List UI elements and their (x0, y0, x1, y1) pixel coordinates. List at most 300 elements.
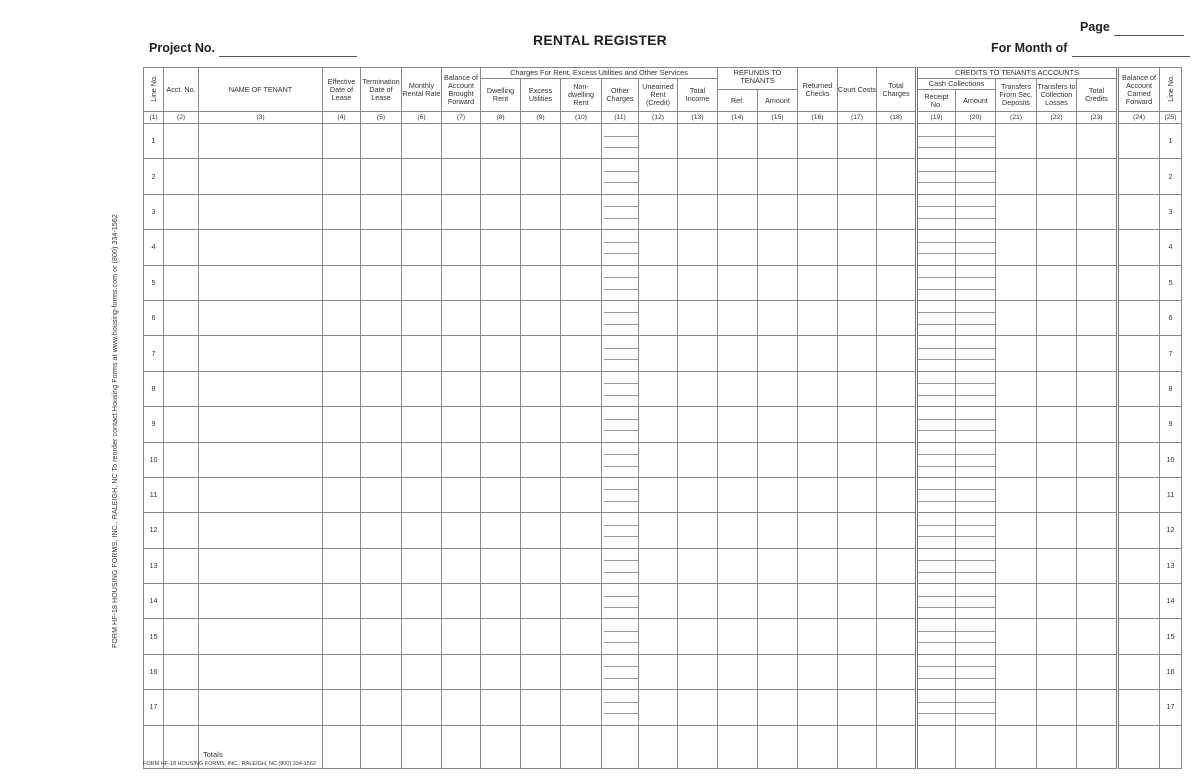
total-cell-col-19[interactable] (917, 725, 956, 768)
total-cell-col-6[interactable] (402, 725, 442, 768)
cell-col-13[interactable] (678, 265, 718, 300)
cell-col-18[interactable] (877, 300, 917, 335)
cell-col-15[interactable] (758, 336, 798, 371)
cell-col-17[interactable] (838, 124, 877, 159)
sub-entry-line[interactable] (604, 560, 638, 573)
cell-col-2[interactable] (164, 194, 199, 229)
total-cell-col-5[interactable] (361, 725, 402, 768)
cell-col-6[interactable] (402, 300, 442, 335)
sub-entry-line[interactable] (918, 348, 955, 361)
sub-entry-line[interactable] (918, 136, 955, 149)
cell-col-10[interactable] (561, 159, 602, 194)
cell-col-22[interactable] (1037, 230, 1077, 265)
cell-col-23[interactable] (1077, 477, 1118, 512)
cell-col-14[interactable] (718, 690, 758, 725)
cell-col-19[interactable] (917, 513, 956, 548)
cell-col-23[interactable] (1077, 230, 1118, 265)
sub-entry-line[interactable] (956, 702, 995, 715)
cell-col-23[interactable] (1077, 371, 1118, 406)
cell-col-22[interactable] (1037, 477, 1077, 512)
cell-col-18[interactable] (877, 442, 917, 477)
cell-col-10[interactable] (561, 230, 602, 265)
cell-col-13[interactable] (678, 619, 718, 654)
sub-entry-line[interactable] (918, 454, 955, 467)
cell-col-22[interactable] (1037, 584, 1077, 619)
total-cell-col-13[interactable] (678, 725, 718, 768)
cell-col-22[interactable] (1037, 265, 1077, 300)
sub-entry-line[interactable] (604, 277, 638, 290)
cell-col-9[interactable] (521, 159, 561, 194)
cell-col-15[interactable] (758, 654, 798, 689)
cell-col-5[interactable] (361, 548, 402, 583)
cell-col-5[interactable] (361, 619, 402, 654)
total-cell-col-17[interactable] (838, 725, 877, 768)
cell-col-17[interactable] (838, 477, 877, 512)
cell-col-6[interactable] (402, 619, 442, 654)
sub-entry-line[interactable] (956, 171, 995, 184)
cell-col-21[interactable] (996, 548, 1037, 583)
cell-col-22[interactable] (1037, 159, 1077, 194)
cell-col-19[interactable] (917, 265, 956, 300)
cell-col-3[interactable] (199, 548, 323, 583)
cell-col-12[interactable] (639, 477, 678, 512)
cell-col-22[interactable] (1037, 513, 1077, 548)
sub-entry-line[interactable] (956, 666, 995, 679)
cell-col-5[interactable] (361, 477, 402, 512)
cell-col-3[interactable] (199, 477, 323, 512)
cell-col-22[interactable] (1037, 690, 1077, 725)
cell-col-12[interactable] (639, 584, 678, 619)
cell-col-23[interactable] (1077, 124, 1118, 159)
cell-col-4[interactable] (323, 159, 361, 194)
cell-col-14[interactable] (718, 230, 758, 265)
cell-col-16[interactable] (798, 265, 838, 300)
sub-entry-line[interactable] (918, 666, 955, 679)
cell-col-2[interactable] (164, 230, 199, 265)
cell-col-15[interactable] (758, 548, 798, 583)
cell-col-19[interactable] (917, 477, 956, 512)
sub-entry-line[interactable] (604, 596, 638, 609)
cell-col-3[interactable] (199, 230, 323, 265)
cell-col-12[interactable] (639, 124, 678, 159)
cell-col-10[interactable] (561, 407, 602, 442)
cell-col-6[interactable] (402, 513, 442, 548)
cell-col-6[interactable] (402, 194, 442, 229)
cell-col-12[interactable] (639, 194, 678, 229)
month-field[interactable] (991, 39, 1190, 57)
cell-col-14[interactable] (718, 477, 758, 512)
cell-col-15[interactable] (758, 442, 798, 477)
cell-col-19[interactable] (917, 336, 956, 371)
cell-col-7[interactable] (442, 194, 481, 229)
cell-col-4[interactable] (323, 584, 361, 619)
cell-col-24[interactable] (1118, 584, 1160, 619)
cell-col-9[interactable] (521, 230, 561, 265)
cell-col-17[interactable] (838, 442, 877, 477)
cell-col-15[interactable] (758, 230, 798, 265)
cell-col-8[interactable] (481, 194, 521, 229)
sub-entry-line[interactable] (918, 419, 955, 432)
cell-col-16[interactable] (798, 548, 838, 583)
sub-entry-line[interactable] (918, 242, 955, 255)
cell-col-23[interactable] (1077, 265, 1118, 300)
project-number-field[interactable] (149, 39, 357, 57)
cell-col-8[interactable] (481, 407, 521, 442)
cell-col-21[interactable] (996, 513, 1037, 548)
cell-col-12[interactable] (639, 548, 678, 583)
sub-entry-line[interactable] (956, 489, 995, 502)
cell-col-17[interactable] (838, 159, 877, 194)
cell-col-8[interactable] (481, 654, 521, 689)
cell-col-10[interactable] (561, 442, 602, 477)
cell-col-7[interactable] (442, 690, 481, 725)
cell-col-4[interactable] (323, 371, 361, 406)
cell-col-19[interactable] (917, 371, 956, 406)
cell-col-24[interactable] (1118, 159, 1160, 194)
cell-col-18[interactable] (877, 407, 917, 442)
cell-col-24[interactable] (1118, 230, 1160, 265)
cell-col-4[interactable] (323, 619, 361, 654)
cell-col-3[interactable] (199, 407, 323, 442)
cell-col-19[interactable] (917, 159, 956, 194)
cell-col-8[interactable] (481, 584, 521, 619)
sub-entry-line[interactable] (604, 136, 638, 149)
cell-col-13[interactable] (678, 584, 718, 619)
cell-col-2[interactable] (164, 371, 199, 406)
total-cell-col-21[interactable] (996, 725, 1037, 768)
cell-col-21[interactable] (996, 230, 1037, 265)
sub-entry-line[interactable] (956, 383, 995, 396)
cell-col-15[interactable] (758, 194, 798, 229)
sub-entry-line[interactable] (956, 242, 995, 255)
page-field[interactable] (1080, 18, 1184, 36)
cell-col-12[interactable] (639, 442, 678, 477)
cell-col-11[interactable] (602, 407, 639, 442)
cell-col-24[interactable] (1118, 407, 1160, 442)
cell-col-9[interactable] (521, 124, 561, 159)
cell-col-20[interactable] (956, 194, 996, 229)
cell-col-18[interactable] (877, 548, 917, 583)
cell-col-10[interactable] (561, 265, 602, 300)
cell-col-11[interactable] (602, 619, 639, 654)
cell-col-7[interactable] (442, 336, 481, 371)
cell-col-22[interactable] (1037, 407, 1077, 442)
cell-col-16[interactable] (798, 407, 838, 442)
sub-entry-line[interactable] (918, 383, 955, 396)
cell-col-16[interactable] (798, 513, 838, 548)
cell-col-19[interactable] (917, 194, 956, 229)
cell-col-4[interactable] (323, 265, 361, 300)
cell-col-19[interactable] (917, 619, 956, 654)
cell-col-6[interactable] (402, 371, 442, 406)
cell-col-17[interactable] (838, 336, 877, 371)
cell-col-9[interactable] (521, 336, 561, 371)
cell-col-17[interactable] (838, 407, 877, 442)
sub-entry-line[interactable] (604, 419, 638, 432)
cell-col-11[interactable] (602, 548, 639, 583)
cell-col-19[interactable] (917, 407, 956, 442)
cell-col-8[interactable] (481, 690, 521, 725)
cell-col-19[interactable] (917, 690, 956, 725)
cell-col-20[interactable] (956, 513, 996, 548)
cell-col-7[interactable] (442, 513, 481, 548)
cell-col-13[interactable] (678, 336, 718, 371)
cell-col-5[interactable] (361, 442, 402, 477)
cell-col-12[interactable] (639, 371, 678, 406)
cell-col-16[interactable] (798, 159, 838, 194)
cell-col-20[interactable] (956, 690, 996, 725)
cell-col-18[interactable] (877, 265, 917, 300)
cell-col-11[interactable] (602, 654, 639, 689)
cell-col-11[interactable] (602, 584, 639, 619)
sub-entry-line[interactable] (956, 596, 995, 609)
sub-entry-line[interactable] (918, 489, 955, 502)
cell-col-12[interactable] (639, 336, 678, 371)
cell-col-14[interactable] (718, 336, 758, 371)
cell-col-17[interactable] (838, 690, 877, 725)
cell-col-16[interactable] (798, 477, 838, 512)
sub-entry-line[interactable] (918, 596, 955, 609)
cell-col-6[interactable] (402, 336, 442, 371)
cell-col-22[interactable] (1037, 371, 1077, 406)
cell-col-4[interactable] (323, 230, 361, 265)
cell-col-20[interactable] (956, 477, 996, 512)
sub-entry-line[interactable] (918, 631, 955, 644)
cell-col-3[interactable] (199, 300, 323, 335)
cell-col-11[interactable] (602, 194, 639, 229)
cell-col-8[interactable] (481, 513, 521, 548)
cell-col-13[interactable] (678, 690, 718, 725)
cell-col-13[interactable] (678, 230, 718, 265)
cell-col-10[interactable] (561, 194, 602, 229)
cell-col-3[interactable] (199, 371, 323, 406)
cell-col-12[interactable] (639, 265, 678, 300)
cell-col-2[interactable] (164, 300, 199, 335)
cell-col-11[interactable] (602, 513, 639, 548)
cell-col-18[interactable] (877, 654, 917, 689)
cell-col-11[interactable] (602, 336, 639, 371)
cell-col-16[interactable] (798, 654, 838, 689)
cell-col-16[interactable] (798, 336, 838, 371)
cell-col-13[interactable] (678, 442, 718, 477)
cell-col-4[interactable] (323, 690, 361, 725)
cell-col-9[interactable] (521, 619, 561, 654)
cell-col-16[interactable] (798, 442, 838, 477)
total-cell-col-8[interactable] (481, 725, 521, 768)
cell-col-20[interactable] (956, 654, 996, 689)
cell-col-24[interactable] (1118, 513, 1160, 548)
cell-col-23[interactable] (1077, 300, 1118, 335)
cell-col-21[interactable] (996, 654, 1037, 689)
sub-entry-line[interactable] (604, 242, 638, 255)
cell-col-9[interactable] (521, 654, 561, 689)
cell-col-8[interactable] (481, 159, 521, 194)
cell-col-11[interactable] (602, 300, 639, 335)
cell-col-20[interactable] (956, 336, 996, 371)
cell-col-22[interactable] (1037, 194, 1077, 229)
cell-col-15[interactable] (758, 690, 798, 725)
sub-entry-line[interactable] (604, 171, 638, 184)
cell-col-3[interactable] (199, 265, 323, 300)
cell-col-21[interactable] (996, 407, 1037, 442)
cell-col-6[interactable] (402, 230, 442, 265)
cell-col-21[interactable] (996, 124, 1037, 159)
cell-col-22[interactable] (1037, 654, 1077, 689)
cell-col-22[interactable] (1037, 442, 1077, 477)
total-cell-col-10[interactable] (561, 725, 602, 768)
sub-entry-line[interactable] (918, 277, 955, 290)
cell-col-10[interactable] (561, 654, 602, 689)
cell-col-15[interactable] (758, 265, 798, 300)
cell-col-7[interactable] (442, 548, 481, 583)
cell-col-24[interactable] (1118, 194, 1160, 229)
cell-col-23[interactable] (1077, 654, 1118, 689)
cell-col-13[interactable] (678, 300, 718, 335)
cell-col-4[interactable] (323, 124, 361, 159)
cell-col-6[interactable] (402, 265, 442, 300)
cell-col-10[interactable] (561, 124, 602, 159)
cell-col-5[interactable] (361, 159, 402, 194)
cell-col-17[interactable] (838, 265, 877, 300)
cell-col-13[interactable] (678, 513, 718, 548)
cell-col-8[interactable] (481, 619, 521, 654)
cell-col-24[interactable] (1118, 124, 1160, 159)
cell-col-23[interactable] (1077, 194, 1118, 229)
cell-col-12[interactable] (639, 654, 678, 689)
cell-col-14[interactable] (718, 584, 758, 619)
cell-col-7[interactable] (442, 230, 481, 265)
cell-col-12[interactable] (639, 300, 678, 335)
cell-col-7[interactable] (442, 371, 481, 406)
cell-col-9[interactable] (521, 300, 561, 335)
cell-col-11[interactable] (602, 371, 639, 406)
total-cell-col-7[interactable] (442, 725, 481, 768)
cell-col-19[interactable] (917, 654, 956, 689)
cell-col-5[interactable] (361, 407, 402, 442)
cell-col-11[interactable] (602, 265, 639, 300)
cell-col-24[interactable] (1118, 690, 1160, 725)
cell-col-19[interactable] (917, 584, 956, 619)
cell-col-23[interactable] (1077, 442, 1118, 477)
cell-col-8[interactable] (481, 300, 521, 335)
cell-col-7[interactable] (442, 300, 481, 335)
cell-col-7[interactable] (442, 265, 481, 300)
cell-col-12[interactable] (639, 407, 678, 442)
sub-entry-line[interactable] (918, 206, 955, 219)
cell-col-22[interactable] (1037, 619, 1077, 654)
cell-col-14[interactable] (718, 124, 758, 159)
cell-col-20[interactable] (956, 371, 996, 406)
cell-col-12[interactable] (639, 619, 678, 654)
cell-col-14[interactable] (718, 513, 758, 548)
cell-col-11[interactable] (602, 159, 639, 194)
cell-col-10[interactable] (561, 371, 602, 406)
cell-col-23[interactable] (1077, 159, 1118, 194)
cell-col-18[interactable] (877, 124, 917, 159)
cell-col-3[interactable] (199, 654, 323, 689)
cell-col-7[interactable] (442, 654, 481, 689)
cell-col-3[interactable] (199, 690, 323, 725)
cell-col-6[interactable] (402, 690, 442, 725)
cell-col-24[interactable] (1118, 300, 1160, 335)
sub-entry-line[interactable] (604, 666, 638, 679)
cell-col-16[interactable] (798, 124, 838, 159)
total-cell-col-15[interactable] (758, 725, 798, 768)
cell-col-12[interactable] (639, 513, 678, 548)
cell-col-21[interactable] (996, 690, 1037, 725)
cell-col-21[interactable] (996, 194, 1037, 229)
cell-col-12[interactable] (639, 159, 678, 194)
sub-entry-line[interactable] (918, 171, 955, 184)
month-input[interactable] (1072, 42, 1190, 57)
cell-col-13[interactable] (678, 194, 718, 229)
sub-entry-line[interactable] (956, 206, 995, 219)
cell-col-20[interactable] (956, 442, 996, 477)
cell-col-23[interactable] (1077, 407, 1118, 442)
cell-col-2[interactable] (164, 124, 199, 159)
cell-col-7[interactable] (442, 477, 481, 512)
sub-entry-line[interactable] (956, 348, 995, 361)
page-input[interactable] (1114, 21, 1184, 36)
cell-col-2[interactable] (164, 619, 199, 654)
cell-col-5[interactable] (361, 654, 402, 689)
cell-col-3[interactable] (199, 124, 323, 159)
cell-col-24[interactable] (1118, 265, 1160, 300)
cell-col-14[interactable] (718, 654, 758, 689)
cell-col-9[interactable] (521, 194, 561, 229)
sub-entry-line[interactable] (604, 206, 638, 219)
cell-col-15[interactable] (758, 371, 798, 406)
cell-col-2[interactable] (164, 584, 199, 619)
cell-col-3[interactable] (199, 336, 323, 371)
sub-entry-line[interactable] (604, 348, 638, 361)
cell-col-21[interactable] (996, 336, 1037, 371)
cell-col-14[interactable] (718, 194, 758, 229)
cell-col-15[interactable] (758, 407, 798, 442)
cell-col-6[interactable] (402, 442, 442, 477)
cell-col-18[interactable] (877, 371, 917, 406)
cell-col-21[interactable] (996, 442, 1037, 477)
cell-col-6[interactable] (402, 477, 442, 512)
cell-col-5[interactable] (361, 124, 402, 159)
sub-entry-line[interactable] (604, 702, 638, 715)
cell-col-23[interactable] (1077, 548, 1118, 583)
total-cell-col-22[interactable] (1037, 725, 1077, 768)
cell-col-20[interactable] (956, 584, 996, 619)
cell-col-8[interactable] (481, 265, 521, 300)
cell-col-3[interactable] (199, 442, 323, 477)
cell-col-8[interactable] (481, 548, 521, 583)
cell-col-19[interactable] (917, 230, 956, 265)
cell-col-2[interactable] (164, 477, 199, 512)
sub-entry-line[interactable] (604, 631, 638, 644)
cell-col-15[interactable] (758, 159, 798, 194)
total-cell-col-4[interactable] (323, 725, 361, 768)
cell-col-23[interactable] (1077, 336, 1118, 371)
cell-col-15[interactable] (758, 584, 798, 619)
cell-col-21[interactable] (996, 584, 1037, 619)
cell-col-21[interactable] (996, 619, 1037, 654)
cell-col-5[interactable] (361, 265, 402, 300)
cell-col-23[interactable] (1077, 619, 1118, 654)
cell-col-15[interactable] (758, 300, 798, 335)
cell-col-14[interactable] (718, 159, 758, 194)
cell-col-10[interactable] (561, 690, 602, 725)
cell-col-3[interactable] (199, 513, 323, 548)
cell-col-9[interactable] (521, 265, 561, 300)
cell-col-18[interactable] (877, 477, 917, 512)
sub-entry-line[interactable] (604, 312, 638, 325)
